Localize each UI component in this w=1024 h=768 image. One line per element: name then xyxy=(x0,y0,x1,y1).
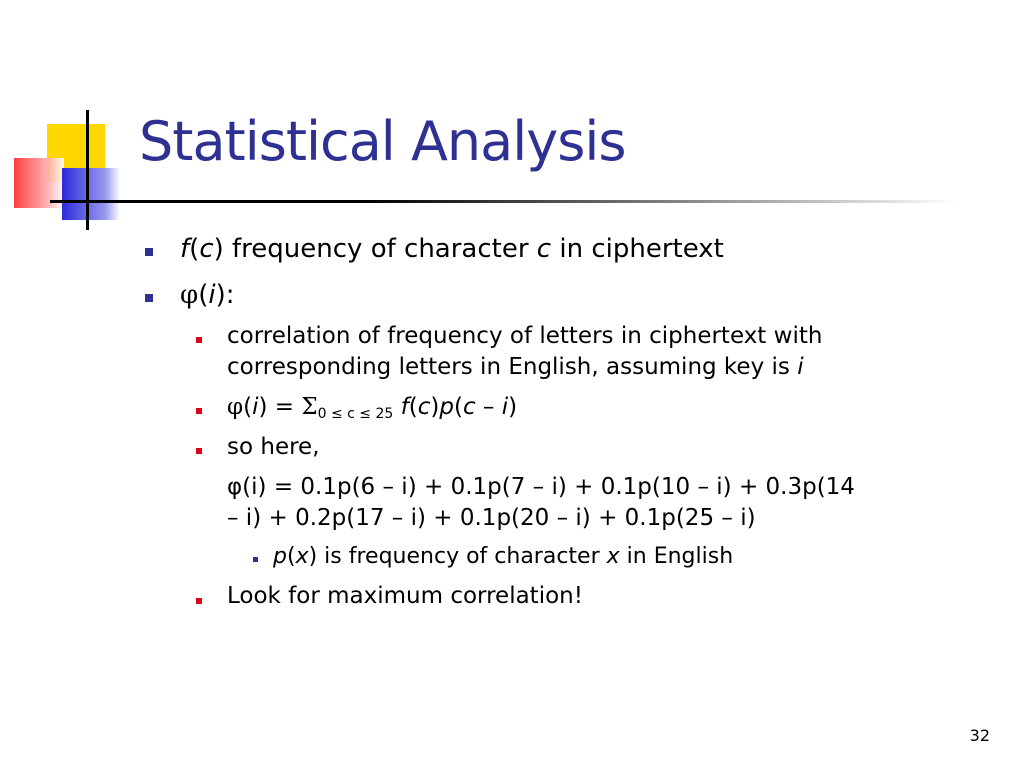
sub-bullet-so-here: so here, xyxy=(227,434,320,460)
sub-sub-bullet-marker xyxy=(253,557,258,562)
formula-line1: φ(i) = 0.1p(6 – i) + 0.1p(7 – i) + 0.1p(10 – i) + 0.3p(14 xyxy=(227,474,855,500)
sub-bullet-marker xyxy=(196,448,202,454)
sub-bullet-correlation-line2: corresponding letters in English, assuming key is i xyxy=(227,354,804,380)
bullet-phi: φ(i): xyxy=(180,280,235,310)
sub-bullet-phi-definition: $\varphi(i) = \Sigma_{0 \le c \le 25}$ f(c)p(c – i) xyxy=(227,394,518,422)
page-number: 32 xyxy=(969,726,990,745)
sub-bullet-correlation-line1: correlation of frequency of letters in ciphertext with xyxy=(227,323,823,349)
sub-bullet-marker xyxy=(196,337,202,343)
bullet-marker xyxy=(145,248,153,256)
bullet-frequency: f(c) frequency of character c in ciphertext xyxy=(180,234,724,264)
sub-bullet-maximum: Look for maximum correlation! xyxy=(227,583,583,609)
sub-sub-bullet-px: p(x) is frequency of character x in English xyxy=(273,544,734,569)
func-f: f xyxy=(180,234,190,264)
bullet-marker xyxy=(145,294,153,302)
sub-bullet-marker xyxy=(196,598,202,604)
sub-bullet-marker xyxy=(196,408,202,414)
formula-line2: – i) + 0.2p(17 – i) + 0.1p(20 – i) + 0.1p(25 – i) xyxy=(227,505,756,531)
slide-title: Statistical Analysis xyxy=(139,110,626,173)
